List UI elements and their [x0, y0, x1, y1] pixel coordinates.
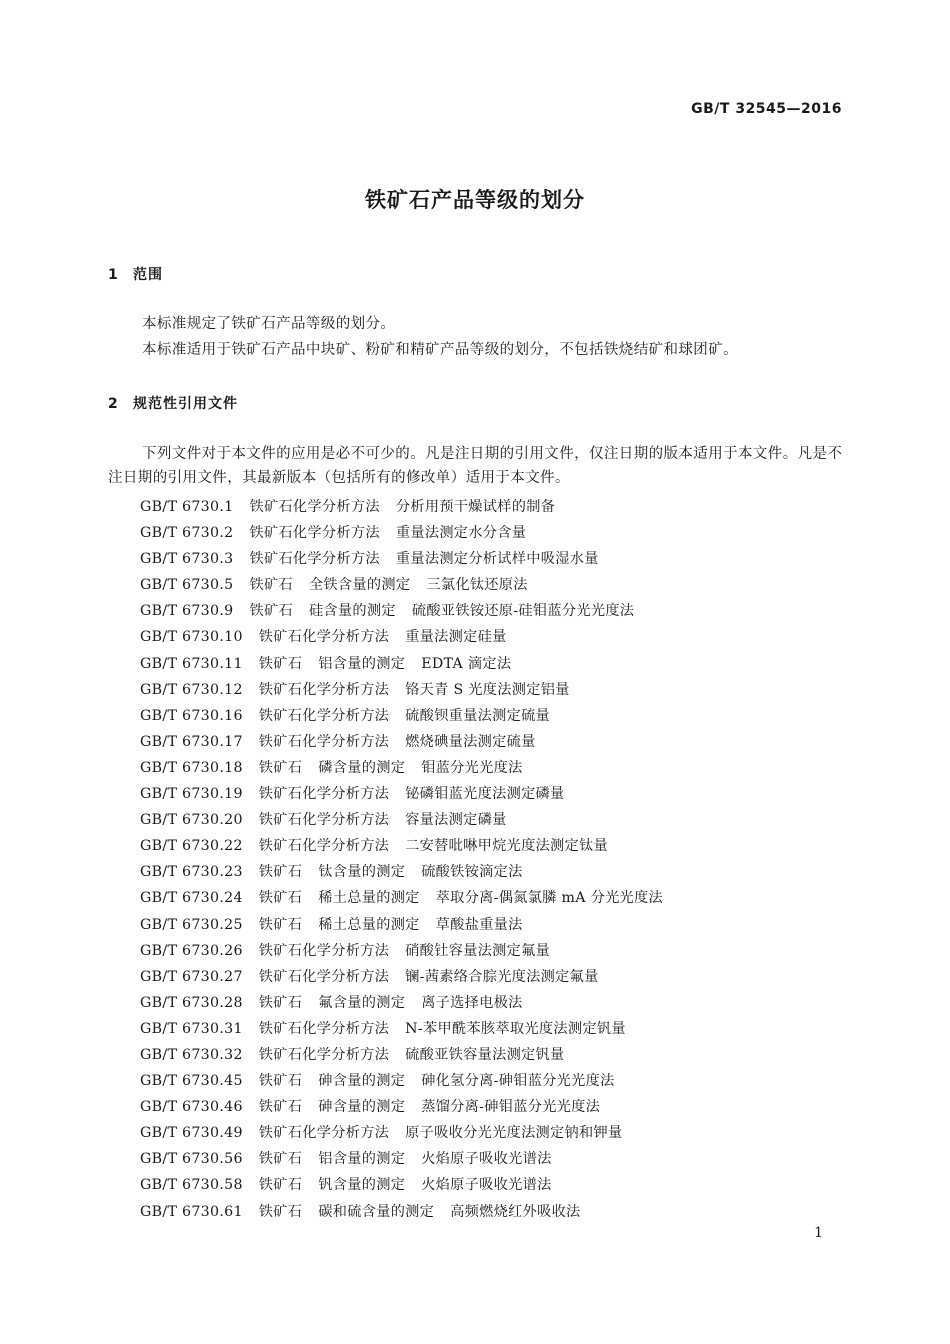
reference-title-part: 铁矿石化学分析方法	[258, 812, 390, 829]
reference-title-part: 硫酸钡重量法测定硫量	[405, 707, 551, 724]
reference-code: GB/T 6730.24	[140, 890, 243, 907]
reference-item	[140, 807, 663, 833]
reference-title-part: 铁矿石化学分析方法	[258, 629, 390, 646]
reference-item	[140, 494, 663, 520]
reference-item	[140, 990, 663, 1016]
reference-item	[140, 546, 663, 572]
reference-code: GB/T 6730.45	[140, 1073, 243, 1090]
reference-item	[140, 859, 663, 885]
reference-title-part: 铁矿石化学分析方法	[258, 838, 390, 855]
reference-list	[140, 494, 663, 1225]
reference-title-part: 镧-茜素络合腙光度法测定氟量	[405, 968, 599, 985]
reference-title-part: 铁矿石	[258, 1177, 303, 1194]
reference-title-part: 重量法测定水分含量	[395, 525, 527, 542]
reference-title-part: 高频燃烧红外吸收法	[450, 1203, 581, 1220]
reference-code: GB/T 6730.32	[140, 1046, 243, 1063]
reference-title-part: 钼蓝分光光度法	[421, 759, 523, 776]
reference-code: GB/T 6730.28	[140, 994, 243, 1011]
reference-item	[140, 1172, 663, 1198]
reference-title-part: 硫酸亚铁铵还原-硅钼蓝分光光度法	[411, 603, 635, 620]
reference-code: GB/T 6730.17	[140, 733, 243, 750]
reference-item	[140, 624, 663, 650]
reference-code: GB/T 6730.5	[140, 577, 234, 594]
reference-code: GB/T 6730.22	[140, 838, 243, 855]
reference-title-part: 铁矿石化学分析方法	[249, 525, 380, 542]
reference-title-part: 铁矿石化学分析方法	[258, 968, 390, 985]
reference-title-part: 重量法测定分析试样中吸湿水量	[395, 551, 599, 568]
reference-code: GB/T 6730.10	[140, 629, 243, 646]
reference-title-part: 铁矿石	[258, 994, 303, 1011]
reference-code: GB/T 6730.49	[140, 1125, 243, 1142]
reference-title-part: 离子选择电极法	[421, 994, 523, 1011]
reference-title-part: 砷化氢分离-砷钼蓝分光光度法	[421, 1073, 615, 1090]
reference-title-part: 砷含量的测定	[318, 1073, 406, 1090]
reference-title-part: 草酸盐重量法	[435, 916, 523, 933]
reference-title-part: 铁矿石	[249, 577, 293, 594]
section-1-paragraph-1: 本标准规定了铁矿石产品等级的划分。	[142, 316, 396, 332]
reference-code: GB/T 6730.58	[140, 1177, 243, 1194]
reference-item	[140, 1146, 663, 1172]
reference-title-part: 铁矿石	[258, 916, 303, 933]
reference-code: GB/T 6730.56	[140, 1151, 243, 1168]
section-2-title: 规范性引用文件	[133, 396, 238, 412]
reference-item	[140, 572, 663, 598]
reference-item	[140, 1016, 663, 1042]
reference-title-part: 三氯化钛还原法	[426, 577, 528, 594]
reference-item	[140, 703, 663, 729]
reference-title-part: 硅含量的测定	[308, 603, 396, 620]
reference-title-part: 铁矿石	[258, 1203, 303, 1220]
reference-code: GB/T 6730.9	[140, 603, 234, 620]
reference-item	[140, 833, 663, 859]
reference-item	[140, 1094, 663, 1120]
reference-code: GB/T 6730.16	[140, 707, 243, 724]
reference-code: GB/T 6730.27	[140, 968, 243, 985]
reference-code: GB/T 6730.23	[140, 864, 243, 881]
reference-title-part: 硫酸亚铁容量法测定钒量	[405, 1046, 565, 1063]
reference-code: GB/T 6730.31	[140, 1020, 243, 1037]
reference-item	[140, 755, 663, 781]
reference-item	[140, 912, 663, 938]
reference-title-part: 氟含量的测定	[318, 994, 406, 1011]
reference-title-part: 铁矿石	[258, 655, 303, 672]
reference-title-part: 硝酸钍容量法测定氟量	[405, 942, 551, 959]
reference-title-part: 萃取分离-偶氮氯膦 mA 分光光度法	[435, 890, 664, 907]
reference-title-part: 铁矿石化学分析方法	[258, 1046, 390, 1063]
reference-title-part: 铁矿石化学分析方法	[258, 942, 390, 959]
reference-item	[140, 677, 663, 703]
reference-code: GB/T 6730.61	[140, 1203, 243, 1220]
reference-title-part: 火焰原子吸收光谱法	[421, 1151, 552, 1168]
section-2-intro: 下列文件对于本文件的应用是必不可少的。凡是注日期的引用文件，仅注日期的版本适用于本文件。凡是不注日期的引用文件，其最新版本（包括所有的修改单）适用于本文件。	[108, 446, 843, 486]
page-number: 1	[814, 1225, 823, 1241]
reference-code: GB/T 6730.12	[140, 681, 243, 698]
reference-code: GB/T 6730.11	[140, 655, 243, 672]
reference-title-part: 磷含量的测定	[318, 759, 406, 776]
reference-title-part: 砷含量的测定	[318, 1099, 406, 1116]
section-2-heading	[108, 393, 238, 413]
reference-title-part: 铬天青 S 光度法测定铝量	[405, 681, 570, 698]
reference-title-part: 火焰原子吸收光谱法	[421, 1177, 552, 1194]
reference-title-part: 稀土总量的测定	[318, 890, 420, 907]
section-2-number: 2	[108, 396, 119, 412]
reference-title-part: 稀土总量的测定	[318, 916, 420, 933]
reference-title-part: 分析用预干燥试样的制备	[395, 499, 556, 515]
reference-item	[140, 598, 663, 624]
reference-item	[140, 651, 663, 677]
reference-code: GB/T 6730.1	[140, 499, 234, 515]
reference-item	[140, 1042, 663, 1068]
reference-title-part: 铁矿石化学分析方法	[258, 681, 390, 698]
reference-title-part: 铝含量的测定	[318, 1151, 406, 1168]
reference-title-part: 钒含量的测定	[318, 1177, 406, 1194]
reference-code: GB/T 6730.2	[140, 525, 234, 542]
reference-code: GB/T 6730.3	[140, 551, 234, 568]
reference-item	[140, 885, 663, 911]
section-1-paragraph-2: 本标准适用于铁矿石产品中块矿、粉矿和精矿产品等级的划分，不包括铁烧结矿和球团矿。	[142, 342, 738, 358]
reference-title-part: 燃烧碘量法测定硫量	[405, 733, 536, 750]
section-1-heading	[108, 264, 163, 284]
reference-title-part: 铁矿石化学分析方法	[258, 733, 390, 750]
reference-title-part: 铁矿石化学分析方法	[258, 786, 390, 803]
reference-title-part: 铁矿石	[258, 890, 303, 907]
reference-item	[140, 729, 663, 755]
reference-title-part: 铁矿石	[258, 864, 303, 881]
reference-code: GB/T 6730.25	[140, 916, 243, 933]
reference-title-part: 硫酸铁铵滴定法	[421, 864, 523, 881]
reference-title-part: 重量法测定硅量	[405, 629, 507, 646]
reference-title-part: 铁矿石化学分析方法	[258, 1125, 390, 1142]
reference-title-part: 铁矿石化学分析方法	[258, 1020, 390, 1037]
reference-title-part: 铁矿石	[258, 1099, 303, 1116]
reference-title-part: 蒸馏分离-砷钼蓝分光光度法	[421, 1099, 601, 1116]
section-1-title: 范围	[133, 267, 163, 283]
reference-code: GB/T 6730.46	[140, 1099, 243, 1116]
standard-code: GB/T 32545—2016	[691, 101, 842, 117]
reference-title-part: 容量法测定磷量	[405, 812, 507, 829]
reference-title-part: 铝含量的测定	[318, 655, 406, 672]
reference-title-part: 铁矿石	[258, 759, 303, 776]
reference-item	[140, 781, 663, 807]
reference-code: GB/T 6730.26	[140, 942, 243, 959]
reference-title-part: 全铁含量的测定	[308, 577, 411, 594]
reference-item	[140, 1120, 663, 1146]
reference-code: GB/T 6730.18	[140, 759, 243, 776]
reference-item	[140, 520, 663, 546]
reference-title-part: 铁矿石化学分析方法	[249, 499, 380, 515]
reference-title-part: EDTA 滴定法	[421, 655, 512, 672]
reference-title-part: 铁矿石	[249, 603, 293, 620]
reference-title-part: 铁矿石化学分析方法	[249, 551, 380, 568]
reference-item	[140, 964, 663, 990]
reference-item	[140, 1068, 663, 1094]
reference-title-part: N-苯甲酰苯胲萃取光度法测定钒量	[405, 1020, 626, 1037]
reference-title-part: 二安替吡啉甲烷光度法测定钛量	[405, 838, 608, 855]
reference-title-part: 铁矿石化学分析方法	[258, 707, 390, 724]
reference-title-part: 碳和硫含量的测定	[318, 1203, 435, 1220]
reference-item	[140, 938, 663, 964]
reference-title-part: 钛含量的测定	[318, 864, 406, 881]
reference-title-part: 铁矿石	[258, 1073, 303, 1090]
reference-title-part: 铁矿石	[258, 1151, 303, 1168]
reference-title-part: 原子吸收分光光度法测定钠和钾量	[405, 1125, 623, 1142]
reference-title-part: 铋磷钼蓝光度法测定磷量	[405, 786, 565, 803]
section-1-number: 1	[108, 267, 119, 283]
reference-item	[140, 1199, 663, 1225]
reference-code: GB/T 6730.20	[140, 812, 243, 829]
reference-code: GB/T 6730.19	[140, 786, 243, 803]
document-title: 铁矿石产品等级的划分	[365, 188, 585, 212]
